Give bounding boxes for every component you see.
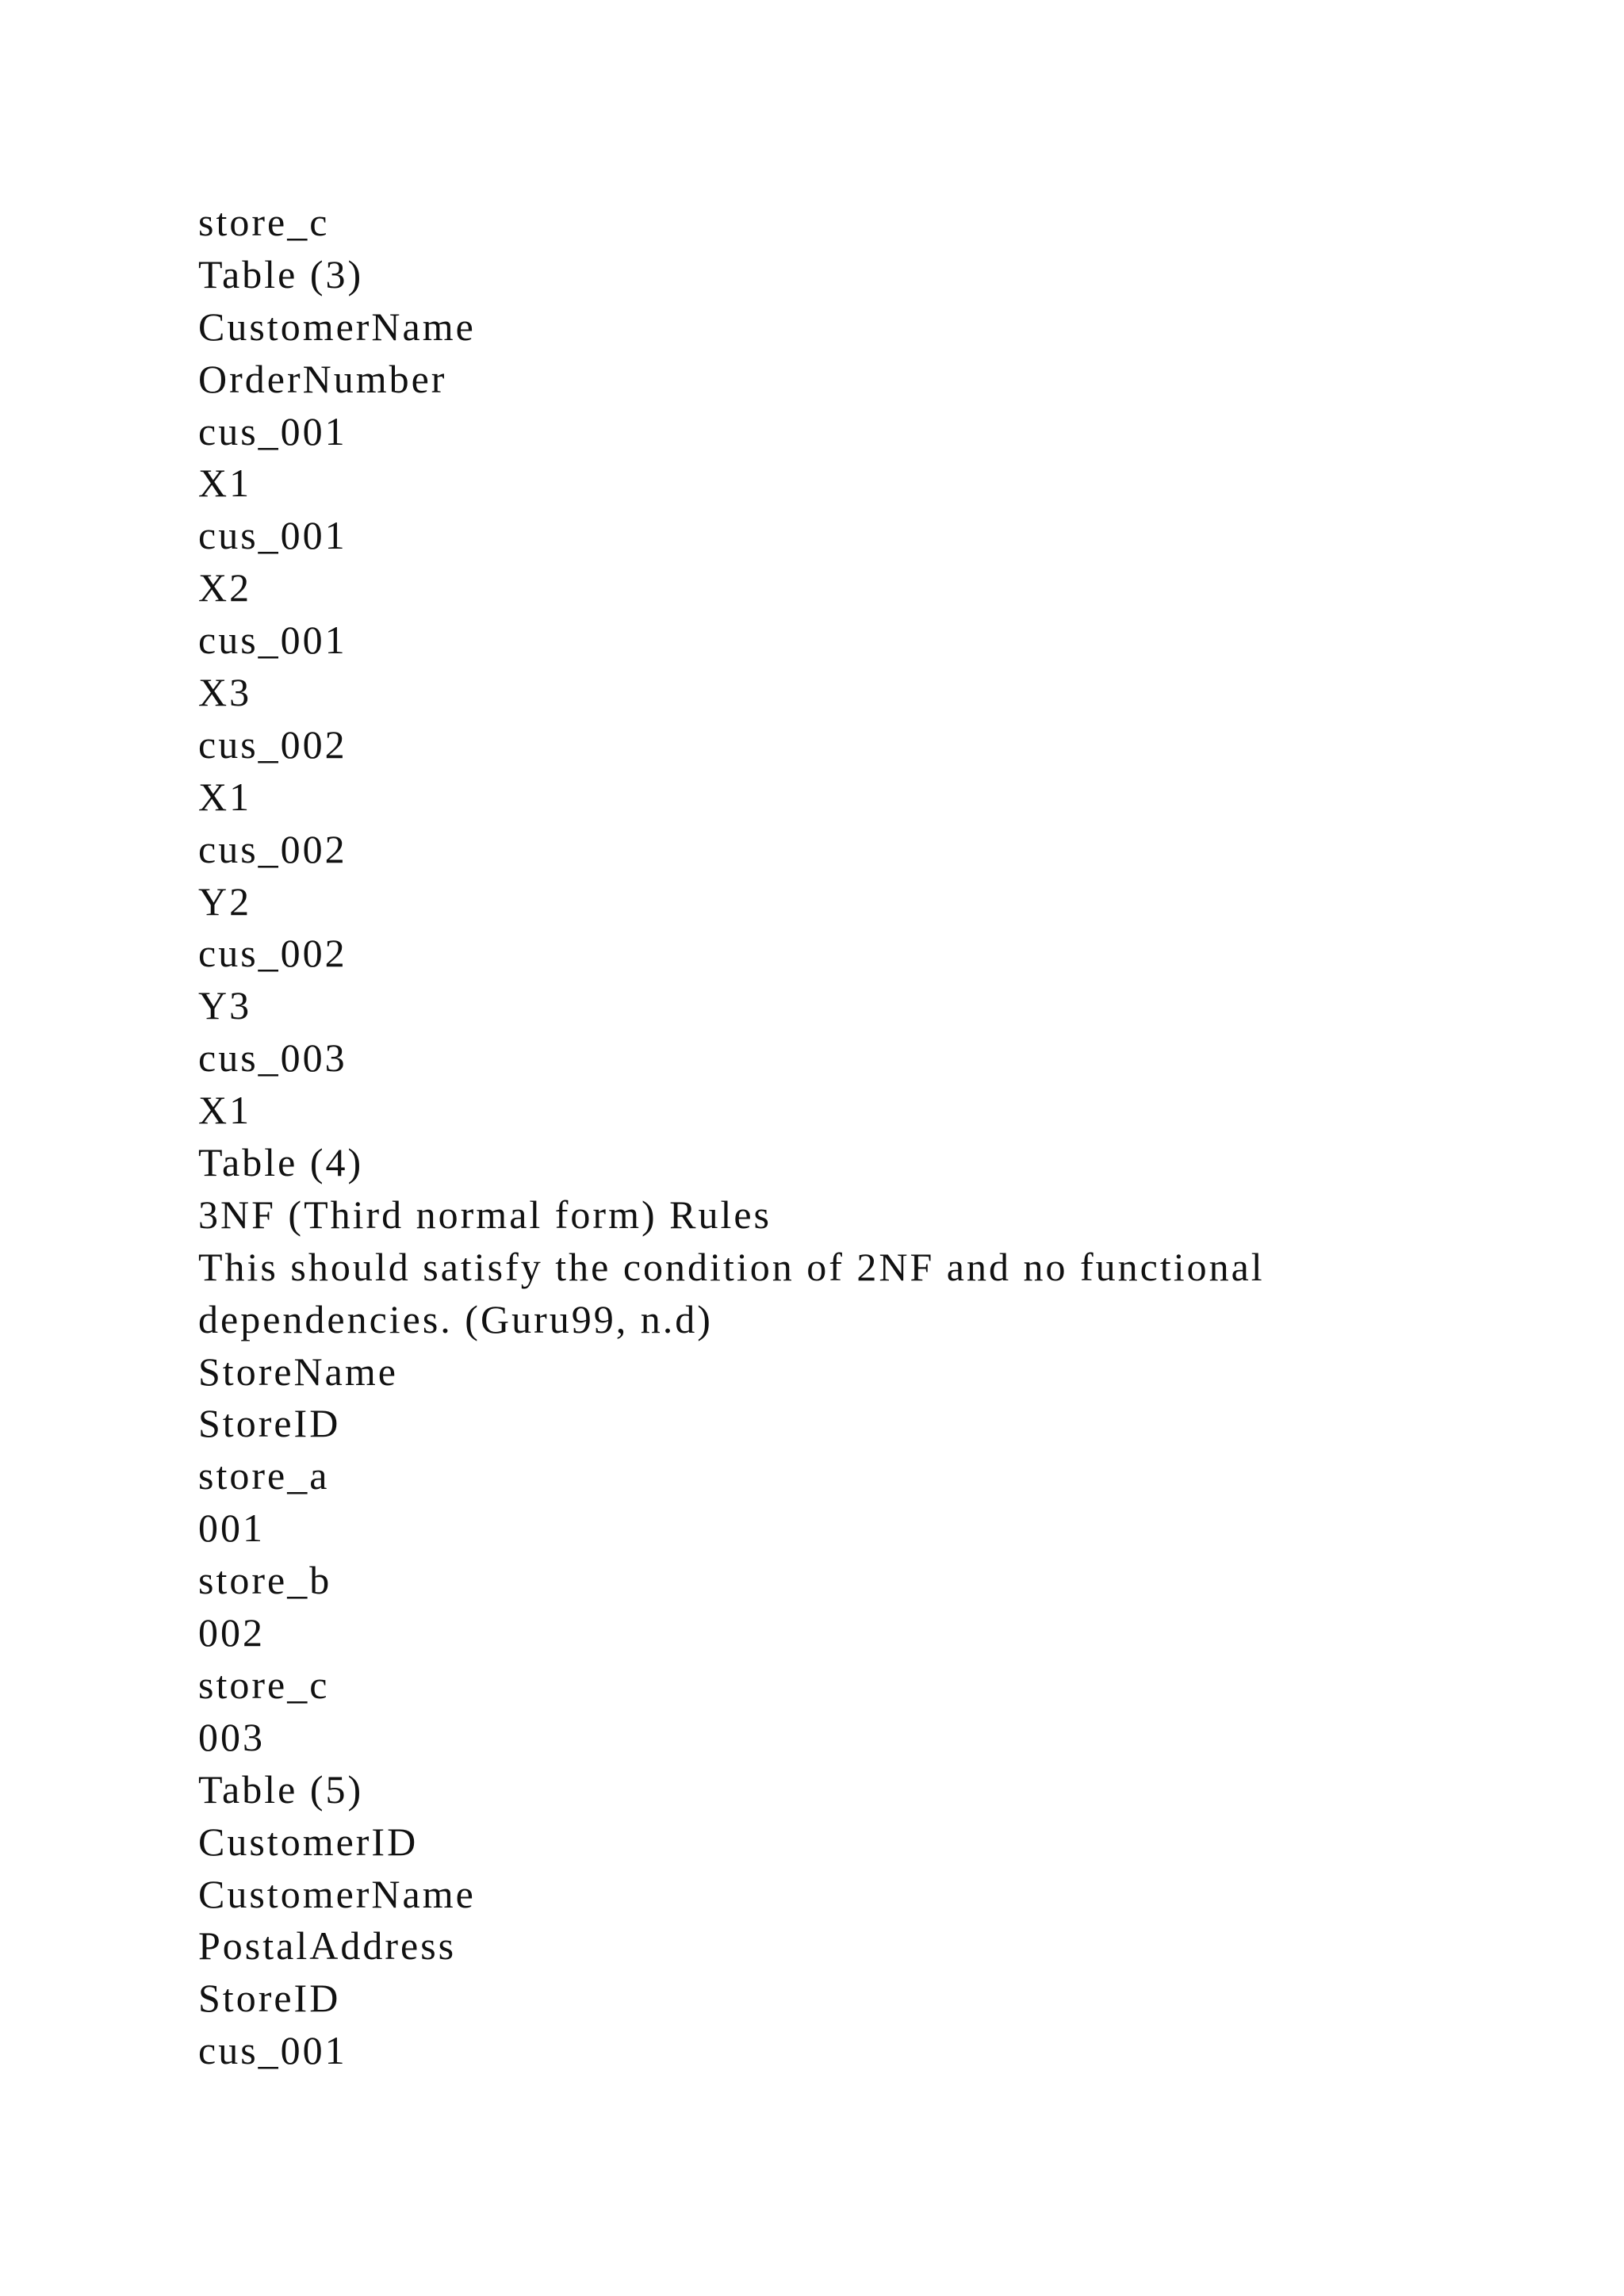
- table-cell: 002: [198, 1610, 265, 1655]
- table-cell: store_c: [198, 1662, 330, 1707]
- text-line-store-c-heading: store_c: [198, 200, 330, 244]
- table-cell: X1: [198, 774, 252, 819]
- table-cell: cus_001: [198, 408, 347, 453]
- column-header-customer-id: CustomerID: [198, 1819, 419, 1864]
- column-header-postal-address: PostalAddress: [198, 1923, 457, 1969]
- paragraph-line: This should satisfy the condition of 2NF and no functional: [198, 1244, 1265, 1289]
- table-cell: cus_001: [198, 513, 347, 558]
- column-header-store-id: StoreID: [198, 1976, 341, 2021]
- column-header-store-name: StoreName: [198, 1349, 398, 1394]
- table-cell: X1: [198, 461, 252, 506]
- table-cell: cus_002: [198, 931, 347, 976]
- table-cell: X1: [198, 1088, 252, 1133]
- table-4-caption: Table (4): [198, 1140, 364, 1185]
- column-header-order-number: OrderNumber: [198, 356, 447, 401]
- table-5-caption: Table (5): [198, 1766, 364, 1812]
- table-cell: X3: [198, 670, 252, 715]
- paragraph-line: dependencies. (Guru99, n.d): [198, 1296, 713, 1341]
- table-cell: 003: [198, 1714, 265, 1759]
- table-cell: 001: [198, 1506, 265, 1551]
- column-header-store-id: StoreID: [198, 1401, 341, 1446]
- section-heading-3nf-rules: 3NF (Third normal form) Rules: [198, 1192, 772, 1237]
- table-cell: Y3: [198, 983, 252, 1028]
- table-cell: cus_003: [198, 1035, 347, 1081]
- column-header-customer-name: CustomerName: [198, 1871, 476, 1916]
- column-header-customer-name: CustomerName: [198, 304, 476, 349]
- table-cell: cus_002: [198, 826, 347, 871]
- table-cell: X2: [198, 565, 252, 610]
- table-3-caption: Table (3): [198, 251, 364, 297]
- table-cell: store_a: [198, 1453, 330, 1498]
- table-cell: store_b: [198, 1558, 332, 1603]
- table-cell: Y2: [198, 878, 252, 924]
- table-cell: cus_002: [198, 721, 347, 767]
- document-text: [198, 197, 1435, 2077]
- table-cell: cus_001: [198, 2028, 347, 2073]
- table-cell: cus_001: [198, 618, 347, 663]
